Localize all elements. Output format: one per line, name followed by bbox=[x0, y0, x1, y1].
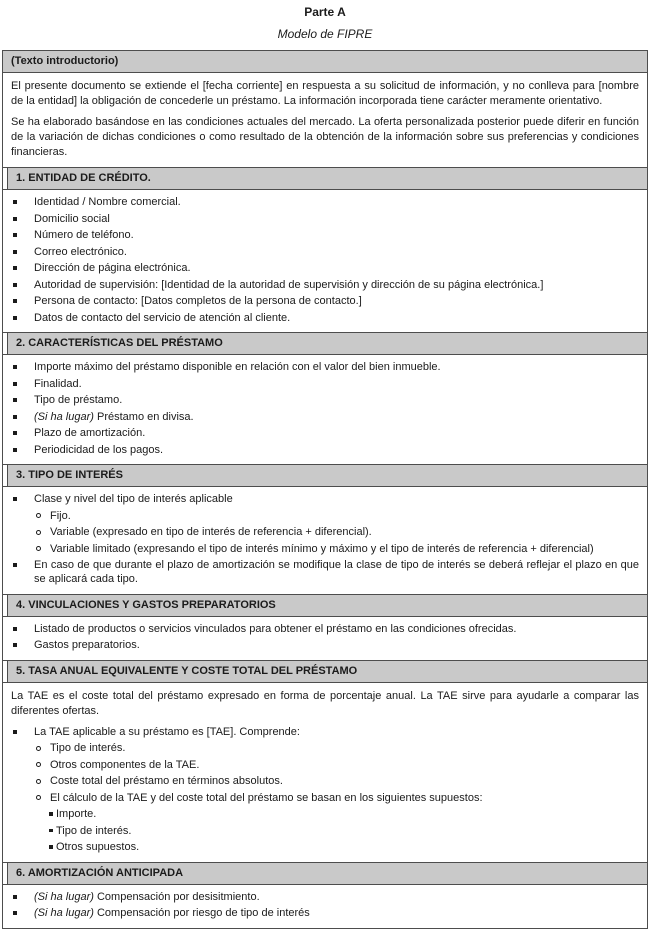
list-item bbox=[11, 212, 639, 226]
section-header-vinculaciones-y-gastos-preparatorios bbox=[3, 594, 647, 617]
section-header-label: 2. CARACTERÍSTICAS DEL PRÉSTAMO bbox=[7, 333, 647, 354]
paragraph: El presente documento se extiende el [fecha corriente] en respuesta a su solicitud de información, y no conlleva para [nombre de la entidad] la obligación de concederle un préstamo. La información incorporada tiene carácter meramente orientativo. bbox=[11, 80, 639, 107]
bullet-square-icon bbox=[49, 845, 53, 849]
list-item-text: Plazo de amortización. bbox=[34, 427, 146, 439]
list-item bbox=[11, 294, 639, 308]
section-body-amortizacion-anticipada bbox=[3, 885, 647, 928]
list-item-text: Finalidad. bbox=[34, 377, 82, 390]
bullet-square-icon bbox=[13, 448, 17, 452]
list-item-text: Gastos preparatorios. bbox=[34, 639, 140, 651]
list-item bbox=[11, 542, 639, 556]
list-item bbox=[11, 509, 639, 523]
section-body-vinculaciones-y-gastos-preparatorios bbox=[3, 617, 647, 660]
bullet-square-icon bbox=[13, 316, 17, 320]
bullet-circle-icon bbox=[36, 546, 41, 551]
list-item-text: Otros componentes de la TAE. bbox=[50, 758, 200, 771]
list-item-text: Número de teléfono. bbox=[34, 229, 134, 241]
bullet-circle-icon bbox=[36, 530, 41, 535]
document-subtitle: Modelo de FIPRE bbox=[277, 27, 373, 41]
list-item bbox=[11, 741, 639, 755]
list-item bbox=[11, 410, 639, 424]
list-item-text: Autoridad de supervisión: [Identidad de la autoridad de supervisión y dirección de su página electrónica.] bbox=[34, 278, 544, 291]
list-item-text: Otros supuestos. bbox=[56, 841, 140, 853]
list-item-text: Clase y nivel del tipo de interés aplicable bbox=[34, 493, 233, 505]
italic-prefix: (Si ha lugar) bbox=[34, 907, 94, 919]
list-item-text: Dirección de página electrónica. bbox=[34, 262, 191, 274]
list-item-text: Identidad / Nombre comercial. bbox=[34, 196, 181, 208]
section-header-texto-introductorio bbox=[3, 51, 647, 73]
bullet-square-icon bbox=[13, 563, 17, 567]
section-body-texto-introductorio bbox=[3, 73, 647, 167]
bullet-square-icon bbox=[13, 299, 17, 303]
bullet-circle-icon bbox=[36, 795, 41, 800]
bullet-circle-icon bbox=[36, 762, 41, 767]
section-header-label: 6. AMORTIZACIÓN ANTICIPADA bbox=[7, 863, 647, 884]
bullet-square-icon bbox=[13, 643, 17, 647]
list-item bbox=[11, 393, 639, 407]
list-item-label: Compensación por desisitmiento. bbox=[96, 890, 260, 903]
list-item bbox=[11, 906, 639, 920]
list-item-text: El cálculo de la TAE y del coste total del préstamo se basan en los siguientes supuestos: bbox=[50, 791, 483, 804]
bullet-square-icon bbox=[13, 911, 17, 915]
section-header-tasa-anual-equivalente bbox=[3, 660, 647, 683]
paragraph: Se ha elaborado basándose en las condiciones actuales del mercado. La oferta personalizada posterior puede diferir en función de la variación de dichas condiciones o como resultado de la obtención de la información sobre sus preferencias y condiciones financieras. bbox=[11, 116, 639, 158]
bullet-square-icon bbox=[13, 431, 17, 435]
list-item bbox=[11, 443, 639, 457]
list-item bbox=[11, 622, 639, 636]
list-item bbox=[11, 791, 639, 805]
list-item bbox=[11, 558, 639, 586]
list-item-text: Tipo de interés. bbox=[50, 742, 126, 754]
bullet-square-icon bbox=[13, 233, 17, 237]
bullet-square-icon bbox=[13, 415, 17, 419]
section-header-label: 5. TASA ANUAL EQUIVALENTE Y COSTE TOTAL DEL PRÉSTAMO bbox=[7, 661, 647, 682]
list-item-label: Compensación por riesgo de tipo de interés bbox=[96, 907, 310, 919]
list-item-text: Fijo. bbox=[50, 509, 71, 522]
bullet-square-icon bbox=[13, 497, 17, 501]
list-item bbox=[11, 890, 639, 904]
section-body-entidad-de-credito bbox=[3, 190, 647, 332]
section-header-label: (Texto introductorio) bbox=[3, 51, 647, 72]
list-item-text: Tipo de préstamo. bbox=[34, 394, 123, 406]
list-item-text bbox=[34, 891, 260, 903]
bullet-square-icon bbox=[13, 730, 17, 734]
list-item-text: En caso de que durante el plazo de amortización se modifique la clase de tipo de interés se deberá reflejar el plazo en que se aplicará cada tipo. bbox=[34, 559, 639, 585]
section-header-label: 3. TIPO DE INTERÉS bbox=[7, 465, 647, 486]
list-item-text: Importe máximo del préstamo disponible en relación con el valor del bien inmueble. bbox=[34, 361, 441, 373]
bullet-square-icon bbox=[13, 895, 17, 899]
list-item bbox=[11, 377, 639, 391]
list-item bbox=[11, 228, 639, 242]
section-header-label: 1. ENTIDAD DE CRÉDITO. bbox=[7, 168, 647, 189]
list-item bbox=[11, 426, 639, 440]
section-header-label: 4. VINCULACIONES Y GASTOS PREPARATORIOS bbox=[7, 595, 647, 616]
list-item bbox=[11, 278, 639, 292]
list-item bbox=[11, 492, 639, 506]
list-item bbox=[11, 824, 639, 838]
italic-prefix: (Si ha lugar) bbox=[34, 410, 94, 423]
section-header-entidad-de-credito bbox=[3, 167, 647, 190]
paragraph: La TAE es el coste total del préstamo expresado en forma de porcentaje anual. La TAE sirve para ayudarle a comparar las diferentes ofertas. bbox=[11, 689, 639, 717]
section-header-caracteristicas-del-prestamo bbox=[3, 332, 647, 355]
list-item-text: Importe. bbox=[56, 808, 97, 820]
section-body-caracteristicas-del-prestamo bbox=[3, 355, 647, 464]
bullet-square-icon bbox=[13, 382, 17, 386]
list-item bbox=[11, 311, 639, 325]
section-body-tipo-de-interes bbox=[3, 487, 647, 594]
list-item-text: Variable limitado (expresando el tipo de interés mínimo y máximo y el tipo de interés de referencia + diferencial) bbox=[50, 542, 594, 555]
list-item bbox=[11, 774, 639, 788]
list-item-text: Listado de productos o servicios vinculados para obtener el préstamo en las condiciones ofrecidas. bbox=[34, 622, 517, 635]
list-item-text: Coste total del préstamo en términos absolutos. bbox=[50, 775, 283, 787]
list-item bbox=[11, 525, 639, 539]
fipre-table bbox=[2, 50, 648, 929]
italic-prefix: (Si ha lugar) bbox=[34, 890, 94, 903]
list-item-text: Datos de contacto del servicio de atención al cliente. bbox=[34, 311, 291, 324]
list-item-label: Préstamo en divisa. bbox=[96, 410, 194, 423]
bullet-square-icon bbox=[13, 266, 17, 270]
bullet-square-icon bbox=[13, 250, 17, 254]
bullet-square-icon bbox=[13, 283, 17, 287]
bullet-circle-icon bbox=[36, 746, 41, 751]
list-item-text: La TAE aplicable a su préstamo es [TAE]. Comprende: bbox=[34, 725, 300, 738]
list-item bbox=[11, 807, 639, 821]
section-body-tasa-anual-equivalente bbox=[3, 683, 647, 862]
bullet-square-icon bbox=[13, 398, 17, 402]
list-item bbox=[11, 638, 639, 652]
list-item-text: Variable (expresado en tipo de interés de referencia + diferencial). bbox=[50, 526, 372, 538]
list-item-text: Correo electrónico. bbox=[34, 245, 127, 258]
list-item bbox=[11, 725, 639, 739]
list-item bbox=[11, 360, 639, 374]
bullet-square-icon bbox=[13, 200, 17, 204]
bullet-square-icon bbox=[49, 812, 53, 816]
section-header-tipo-de-interes bbox=[3, 464, 647, 487]
bullet-square-icon bbox=[13, 365, 17, 369]
list-item bbox=[11, 261, 639, 275]
list-item-text: Domicilio social bbox=[34, 212, 110, 225]
list-item-text: Periodicidad de los pagos. bbox=[34, 443, 164, 456]
bullet-square-icon bbox=[13, 217, 17, 221]
list-item bbox=[11, 195, 639, 209]
section-header-amortizacion-anticipada bbox=[3, 862, 647, 885]
list-item bbox=[11, 758, 639, 772]
list-item-text: Tipo de interés. bbox=[56, 824, 132, 837]
bullet-square-icon bbox=[13, 627, 17, 631]
bullet-circle-icon bbox=[36, 779, 41, 784]
list-item-text bbox=[34, 411, 194, 423]
list-item bbox=[11, 840, 639, 854]
bullet-square-icon bbox=[49, 829, 53, 833]
bullet-circle-icon bbox=[36, 513, 41, 518]
list-item-text: Persona de contacto: [Datos completos de la persona de contacto.] bbox=[34, 295, 362, 307]
list-item-text bbox=[34, 907, 310, 919]
document-title: Parte A bbox=[304, 5, 346, 19]
list-item bbox=[11, 245, 639, 259]
